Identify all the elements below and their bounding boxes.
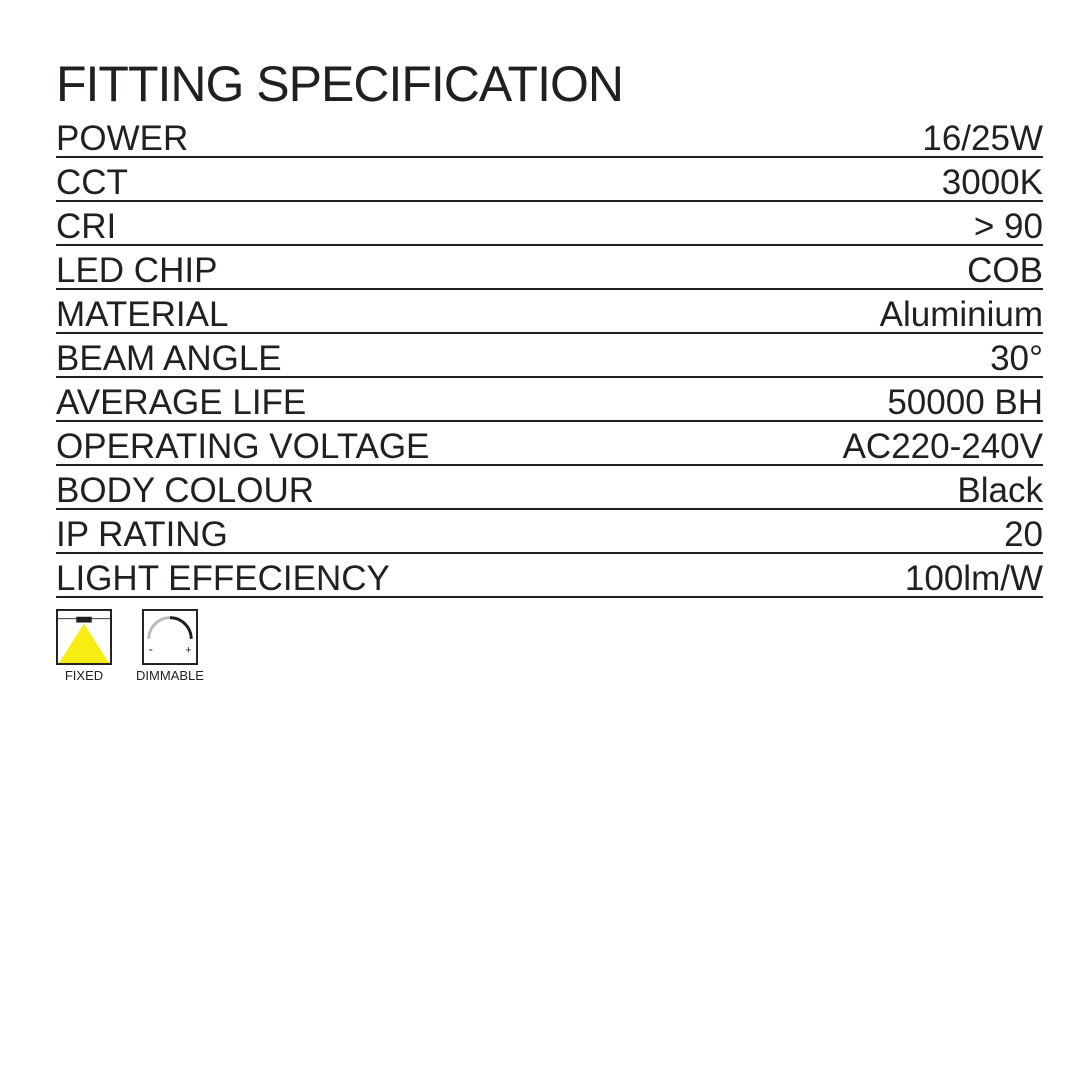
spec-value: 20 [1004,515,1043,554]
spec-label: MATERIAL [56,295,229,334]
fixed-feature [44,609,124,684]
spec-value: 30° [990,339,1043,378]
spec-value: Aluminium [879,295,1043,334]
dimmable-feature [130,609,210,684]
spec-label: LIGHT EFFECIENCY [56,559,390,598]
spec-value: 16/25W [922,119,1043,158]
spec-label: BEAM ANGLE [56,339,282,378]
page-title: FITTING SPECIFICATION [56,56,623,112]
spec-row-operating-voltage [56,422,1043,466]
spec-label: LED CHIP [56,251,218,290]
spec-row-beam-angle [56,334,1043,378]
spec-row-cct [56,158,1043,202]
dimmable-caption: DIMMABLE [136,668,204,683]
spec-value: AC220-240V [842,427,1043,466]
fixed-caption: FIXED [64,668,104,683]
spec-label: POWER [56,119,189,158]
spec-value: COB [967,251,1043,290]
dimmer-plus: + [185,644,192,657]
dimmer-minus: - [148,642,153,657]
fixed-downlight-icon [56,609,112,665]
spec-label: OPERATING VOLTAGE [56,427,430,466]
spec-label: AVERAGE LIFE [56,383,307,422]
spec-value: Black [957,471,1043,510]
spec-label: CCT [56,163,128,202]
dimmer-dial-icon [142,609,198,665]
spec-label: CRI [56,207,117,246]
spec-row-body-colour [56,466,1043,510]
spec-label: IP RATING [56,515,228,554]
spec-value: > 90 [973,207,1043,246]
spec-value: 3000K [941,163,1043,202]
spec-row-light-efficiency [56,554,1043,598]
spec-row-average-life [56,378,1043,422]
spec-table [56,114,1043,598]
spec-row-led-chip [56,246,1043,290]
spec-row-cri [56,202,1043,246]
spec-value: 100lm/W [904,559,1043,598]
spec-row-power [56,114,1043,158]
spec-row-ip-rating [56,510,1043,554]
spec-value: 50000 BH [887,383,1043,422]
spec-row-material [56,290,1043,334]
spec-label: BODY COLOUR [56,471,315,510]
